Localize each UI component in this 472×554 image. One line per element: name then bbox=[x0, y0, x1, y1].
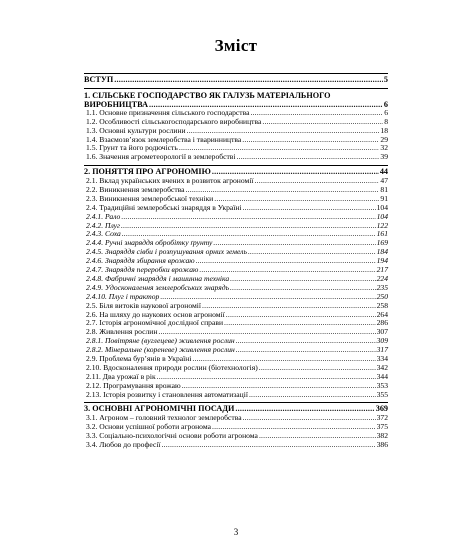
toc-entry-title: 2.6. На шляху до наукових основ агрономії bbox=[86, 309, 225, 319]
toc-entry-page: 29 bbox=[380, 134, 388, 144]
toc-leader-dots bbox=[250, 109, 383, 118]
toc-entry[interactable] bbox=[84, 153, 388, 162]
toc-entry-title-line2: ВИРОБНИЦТВА bbox=[84, 99, 148, 109]
toc-entry-page: 47 bbox=[380, 176, 388, 186]
toc-entry-title: 2.8. Живлення рослин bbox=[86, 327, 158, 337]
page-number: 3 bbox=[233, 527, 239, 537]
toc-entry-title: 3. ОСНОВНІ АГРОНОМІЧНІ ПОСАДИ bbox=[84, 404, 235, 414]
toc-leader-dots bbox=[236, 337, 376, 346]
toc-entry[interactable] bbox=[84, 441, 388, 450]
toc-leader-dots bbox=[162, 441, 376, 450]
toc-entry-page: 375 bbox=[376, 422, 388, 432]
toc-leader-dots bbox=[202, 302, 376, 311]
toc-entry-title: 2.8.1. Повітряне (вуглецеве) живлення рослин bbox=[86, 336, 235, 346]
toc-entry-page: 104 bbox=[376, 202, 388, 212]
toc-entry-intro[interactable] bbox=[84, 73, 388, 85]
toc-entry-title: 2.4.1. Рало bbox=[86, 211, 121, 221]
toc-entry-title: 1.3. Основні культури рослини bbox=[86, 125, 186, 135]
toc-entry-title: ВСТУП bbox=[84, 75, 114, 84]
toc-section-3-items bbox=[84, 414, 388, 450]
toc-entry-title: 1.2. Особливості сільськогосподарського виробництва bbox=[86, 116, 262, 126]
toc-entry-title: 2.9. Проблема бур’янів в Україні bbox=[86, 353, 192, 363]
toc-entry-title: 2.4.8. Фабричні знаряддя і машинна техніка bbox=[86, 273, 230, 283]
toc-leader-dots bbox=[249, 391, 376, 400]
toc-entry-page: 6 bbox=[383, 99, 388, 109]
toc-entry-title: 2.4.2. Плуг bbox=[86, 220, 121, 230]
toc-leader-dots bbox=[114, 76, 383, 85]
toc-entry-title: 1.4. Взаємозв’язок землеробства і тваринництва bbox=[86, 134, 242, 144]
toc-entry-title: 2.4.3. Соха bbox=[86, 229, 121, 239]
toc-leader-dots bbox=[230, 284, 376, 293]
toc-entry-title: 2.4.5. Знаряддя сівби і розпушування орних земель bbox=[86, 247, 247, 257]
toc-entry-title: 2.4.6. Знаряддя збирання врожаю bbox=[86, 256, 195, 266]
toc-entry-page: 44 bbox=[379, 167, 388, 177]
toc-entry-page: 369 bbox=[375, 404, 388, 414]
toc-leader-dots bbox=[226, 311, 376, 320]
toc-entry-page: 334 bbox=[376, 353, 388, 363]
toc-entry-title: 2.12. Програмування врожаю bbox=[86, 380, 181, 390]
toc-entry-title: 2.11. Два урожаї в рік bbox=[86, 371, 156, 381]
toc-leader-dots bbox=[236, 346, 376, 355]
toc-entry-page: 258 bbox=[376, 300, 388, 310]
toc-entry-title: 2.13. Історія розвитку і становлення автоматизації bbox=[86, 389, 248, 399]
toc-leader-dots bbox=[242, 136, 379, 145]
toc-entry-title: 2.4.9. Удосконалення землеробських знарядь bbox=[86, 282, 230, 292]
toc-entry-page: 184 bbox=[376, 247, 388, 257]
toc-entry[interactable] bbox=[84, 391, 388, 400]
toc-entry-page: 91 bbox=[380, 193, 388, 203]
toc-entry[interactable] bbox=[84, 204, 388, 213]
toc-entry-page: 161 bbox=[376, 229, 388, 239]
toc-leader-dots bbox=[186, 186, 380, 195]
toc-entry-title: 1.1. Основне призначення сільського господарства bbox=[86, 107, 250, 117]
toc-entry-page: 382 bbox=[376, 431, 388, 441]
toc-entry-title: 2.4.4. Ручні знаряддя обробітку ґрунту bbox=[86, 238, 213, 248]
toc-entry-page: 372 bbox=[376, 413, 388, 423]
toc-leader-dots bbox=[196, 257, 376, 266]
toc-entry[interactable] bbox=[84, 213, 388, 222]
toc-entry-title: 2.3. Виникнення землеробської техніки bbox=[86, 193, 214, 203]
toc-entry-page: 39 bbox=[380, 152, 388, 162]
toc-entry-page: 81 bbox=[380, 185, 388, 195]
toc-leader-dots bbox=[237, 153, 380, 162]
table-of-contents bbox=[84, 70, 388, 450]
toc-leader-dots bbox=[243, 204, 376, 213]
toc-entry-page: 235 bbox=[376, 282, 388, 292]
toc-entry-title: 2. ПОНЯТТЯ ПРО АГРОНОМІЮ bbox=[84, 167, 211, 177]
toc-leader-dots bbox=[121, 222, 376, 231]
toc-leader-dots bbox=[121, 213, 375, 222]
toc-leader-dots bbox=[230, 275, 375, 284]
toc-entry-title: 2.4. Традиційні землеробські знаряддя в Україні bbox=[86, 202, 242, 212]
toc-section-1[interactable] bbox=[84, 88, 388, 109]
toc-section-2-items bbox=[84, 177, 388, 399]
toc-entry-page: 224 bbox=[376, 273, 388, 283]
toc-entry-page: 353 bbox=[376, 380, 388, 390]
toc-entry-page: 307 bbox=[376, 327, 388, 337]
toc-section-1-items bbox=[84, 109, 388, 162]
toc-entry-title: 2.5. Біля витоків наукової агрономії bbox=[86, 300, 201, 310]
toc-entry-title: 2.4.10. Плуг і трактор bbox=[86, 291, 160, 301]
toc-leader-dots bbox=[255, 177, 380, 186]
toc-entry-title-line1: 1. СІЛЬСЬКЕ ГОСПОДАРСТВО ЯК ГАЛУЗЬ МАТЕРІАЛЬНОГО bbox=[84, 90, 331, 100]
toc-entry-page: 32 bbox=[380, 143, 388, 153]
toc-leader-dots bbox=[259, 364, 376, 373]
toc-entry-page: 342 bbox=[376, 362, 388, 372]
toc-entry-title: 3.3. Соціально-психологічні основи роботи агронома bbox=[86, 431, 258, 441]
toc-entry-page: 286 bbox=[376, 318, 388, 328]
toc-leader-dots bbox=[262, 118, 383, 127]
toc-entry-page: 264 bbox=[376, 309, 388, 319]
toc-entry-page: 122 bbox=[376, 220, 388, 230]
toc-entry-title: 3.2. Основи успішної роботи агронома bbox=[86, 422, 211, 432]
page-title: Зміст bbox=[214, 36, 258, 55]
toc-entry-page: 309 bbox=[376, 336, 388, 346]
toc-entry-page: 355 bbox=[376, 389, 388, 399]
toc-entry-page: 18 bbox=[380, 125, 388, 135]
toc-entry-title: 3.4. Любов до професії bbox=[86, 439, 161, 449]
toc-entry-page: 6 bbox=[384, 107, 388, 117]
toc-entry-title: 2.4.7. Знаряддя переробки врожаю bbox=[86, 265, 199, 275]
toc-entry-page: 317 bbox=[376, 345, 388, 355]
toc-leader-dots bbox=[224, 319, 376, 328]
toc-leader-dots bbox=[243, 414, 376, 423]
toc-leader-dots bbox=[157, 373, 376, 382]
toc-entry-page: 194 bbox=[376, 256, 388, 266]
toc-entry-title: 2.1. Вклад українських вчених в розвиток агрономії bbox=[86, 176, 254, 186]
toc-entry-page: 250 bbox=[376, 291, 388, 301]
toc-entry-page: 217 bbox=[376, 265, 388, 275]
toc-leader-dots bbox=[235, 405, 374, 414]
toc-entry-page: 344 bbox=[376, 371, 388, 381]
toc-leader-dots bbox=[248, 248, 376, 257]
toc-entry-title: 1.5. Грунт та його родючість bbox=[86, 143, 178, 153]
toc-entry-page: 169 bbox=[376, 238, 388, 248]
toc-entry-title: 2.8.2. Мінеральне (кореневе) живлення рослин bbox=[86, 345, 235, 355]
toc-entry-page: 386 bbox=[376, 439, 388, 449]
toc-entry-page: 5 bbox=[383, 75, 388, 84]
toc-entry-title: 2.7. Історія агрономічної дослідної справи bbox=[86, 318, 224, 328]
toc-entry[interactable] bbox=[84, 222, 388, 231]
toc-entry-title: 2.10. Вдосконалення природи рослин (біотехнологія) bbox=[86, 362, 258, 372]
toc-leader-dots bbox=[259, 432, 376, 441]
toc-entry-title: 2.2. Виникнення землеробства bbox=[86, 185, 185, 195]
toc-entry-page: 8 bbox=[384, 116, 388, 126]
toc-entry-title: 1.6. Значення агрометеорології в землеробстві bbox=[86, 152, 236, 162]
toc-entry-title: 3.1. Агроном – головний технолог землеробства bbox=[86, 413, 242, 423]
toc-entry-page: 104 bbox=[376, 211, 388, 221]
